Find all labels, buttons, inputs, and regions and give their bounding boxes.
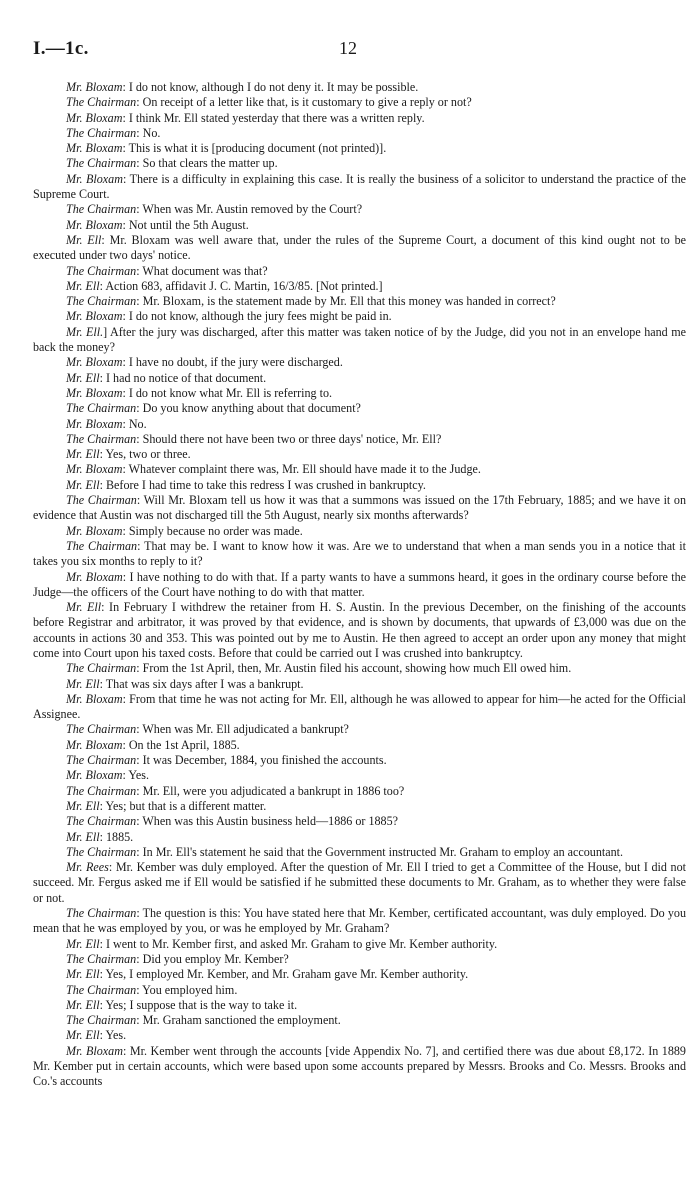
speaker-separator: :	[122, 385, 129, 400]
speaker-name: The Chairman	[66, 753, 137, 768]
transcript-paragraph	[33, 309, 686, 324]
utterance-text: Do you know anything about that document?	[142, 401, 361, 416]
speaker-separator: :	[122, 171, 130, 186]
speaker-separator: :	[99, 676, 106, 691]
transcript-paragraph	[33, 1028, 686, 1043]
speaker-separator: :	[99, 829, 106, 844]
speaker-name: Mr. Ell	[66, 1028, 100, 1043]
speaker-separator: :	[136, 814, 143, 829]
utterance-text: Mr. Bloxam, is the statement made by Mr. Ell that this money was handed in correct?	[142, 294, 556, 309]
utterance-text: No.	[142, 125, 161, 140]
utterance-text: From that time he was not acting for Mr. Ell, although he was allowed to appear for him—he acted for the Official Assignee.	[33, 691, 686, 722]
speaker-separator: :	[136, 722, 143, 737]
utterance-text: On the 1st April, 1885.	[128, 737, 240, 752]
utterance-text: No.	[128, 416, 147, 431]
speaker-name: Mr. Ell	[66, 477, 100, 492]
speaker-name: The Chairman	[66, 95, 137, 110]
speaker-name: Mr. Bloxam	[66, 385, 123, 400]
transcript-paragraph	[33, 141, 686, 156]
transcript-paragraph	[33, 661, 686, 676]
speaker-name: Mr. Ell	[66, 997, 100, 1012]
utterance-text: Mr. Bloxam was well aware that, under the rules of the Supreme Court, a document of this kind ought not to be executed under two days' notice.	[33, 232, 687, 263]
transcript-paragraph	[33, 906, 686, 937]
speaker-separator: :	[136, 951, 143, 966]
speaker-separator: :	[136, 493, 144, 508]
transcript-paragraph	[33, 539, 686, 570]
speaker-separator: ]	[103, 324, 110, 339]
transcript-paragraph	[33, 952, 686, 967]
speaker-separator: :	[99, 370, 106, 385]
speaker-separator: :	[136, 982, 143, 997]
utterance-text: This is what it is [producing document (not printed)].	[128, 141, 387, 156]
speaker-name: The Chairman	[66, 202, 137, 217]
transcript-paragraph	[33, 80, 686, 95]
speaker-separator: :	[136, 1013, 143, 1028]
speaker-name: Mr. Ell	[66, 798, 100, 813]
utterance-text: I do not know, although I do not deny it. It may be possible.	[128, 80, 419, 94]
speaker-name: The Chairman	[66, 951, 137, 966]
speaker-name: The Chairman	[66, 722, 137, 737]
speaker-separator: :	[122, 462, 129, 477]
transcript-paragraph	[33, 738, 686, 753]
speaker-separator: :	[101, 600, 110, 615]
speaker-name: Mr. Ell.	[66, 324, 104, 339]
transcript-paragraph	[33, 722, 686, 737]
utterance-text: Did you employ Mr. Kember?	[142, 951, 289, 966]
transcript-paragraph	[33, 967, 686, 982]
utterance-text: I went to Mr. Kember first, and asked Mr. Graham to give Mr. Kember authority.	[105, 936, 498, 951]
transcript-paragraph	[33, 462, 686, 477]
transcript-paragraph	[33, 386, 686, 401]
speaker-name: Mr. Bloxam	[66, 1043, 123, 1058]
transcript-paragraph	[33, 845, 686, 860]
speaker-name: The Chairman	[66, 783, 137, 798]
speaker-name: The Chairman	[66, 814, 137, 829]
speaker-name: The Chairman	[66, 294, 137, 309]
transcript-paragraph	[33, 1044, 686, 1090]
speaker-separator: :	[122, 141, 129, 156]
speaker-name: The Chairman	[66, 401, 137, 416]
speaker-name: Mr. Bloxam	[66, 768, 123, 783]
speaker-name: The Chairman	[66, 156, 137, 171]
speaker-separator: :	[122, 217, 129, 232]
utterance-text: It was December, 1884, you finished the accounts.	[142, 753, 387, 768]
speaker-name: Mr. Rees	[66, 860, 109, 875]
speaker-separator: :	[136, 844, 143, 859]
utterance-text: Not until the 5th August.	[128, 217, 249, 232]
speaker-name: Mr. Bloxam	[66, 171, 123, 186]
speaker-separator: :	[136, 401, 143, 416]
utterance-text: You employed him.	[142, 982, 238, 997]
speaker-separator: :	[122, 737, 129, 752]
utterance-text: Should there not have been two or three days' notice, Mr. Ell?	[142, 431, 442, 446]
speaker-separator: :	[136, 431, 143, 446]
transcript-paragraph	[33, 325, 686, 356]
utterance-text: Yes.	[128, 768, 149, 783]
speaker-name: The Chairman	[66, 125, 137, 140]
speaker-name: Mr. Ell	[66, 600, 102, 615]
transcript-paragraph	[33, 218, 686, 233]
speaker-name: Mr. Ell	[66, 232, 102, 247]
transcript-paragraph	[33, 860, 686, 906]
page-number: 12	[339, 38, 357, 58]
utterance-text: Simply because no order was made.	[128, 523, 303, 538]
utterance-text: Yes; but that is a different matter.	[105, 798, 267, 813]
speaker-separator: :	[99, 477, 106, 492]
speaker-separator: :	[136, 661, 143, 676]
transcript-paragraph	[33, 294, 686, 309]
speaker-separator: :	[122, 569, 130, 584]
utterance-text: When was this Austin business held—1886 or 1885?	[142, 814, 399, 829]
speaker-separator: :	[99, 447, 106, 462]
transcript-paragraph	[33, 172, 686, 203]
transcript-paragraph	[33, 264, 686, 279]
speaker-name: The Chairman	[66, 493, 137, 508]
speaker-separator: :	[101, 232, 110, 247]
speaker-separator: :	[136, 156, 143, 171]
speaker-separator: :	[108, 860, 116, 875]
speaker-separator: :	[122, 309, 129, 324]
speaker-name: Mr. Bloxam	[66, 462, 123, 477]
transcript-paragraph	[33, 417, 686, 432]
utterance-text: I have no doubt, if the jury were discharged.	[128, 355, 343, 370]
transcript-paragraph	[33, 937, 686, 952]
utterance-text: After the jury was discharged, after this matter was taken notice of by the Judge, did you not in an envelope hand me back the money?	[33, 324, 686, 355]
speaker-name: Mr. Bloxam	[66, 691, 123, 706]
speaker-separator: :	[136, 263, 143, 278]
utterance-text: 1885.	[105, 829, 134, 844]
transcript-paragraph	[33, 156, 686, 171]
speaker-separator: :	[136, 294, 143, 309]
speaker-name: Mr. Bloxam	[66, 80, 123, 94]
transcript-paragraph	[33, 95, 686, 110]
utterance-text: The question is this: You have stated here that Mr. Kember, certificated accountant, was duly employed. Do you mean that he was employed by you, or was he employed by Mr. Graham?	[33, 906, 686, 936]
transcript-paragraph	[33, 677, 686, 692]
utterance-text: Mr. Graham sanctioned the employment.	[142, 1013, 341, 1028]
speaker-separator: :	[122, 523, 129, 538]
utterance-text: In Mr. Ell's statement he said that the Government instructed Mr. Graham to employ an accountant.	[142, 844, 624, 859]
transcript-paragraph	[33, 447, 686, 462]
transcript-paragraph	[33, 799, 686, 814]
speaker-separator: :	[122, 691, 130, 706]
transcript-paragraph	[33, 432, 686, 447]
utterance-text: I do not know, although the jury fees might be paid in.	[128, 309, 392, 324]
utterance-text: Will Mr. Bloxam tell us how it was that a summons was issued on the 17th February, 1885; and we have it on evidence that Austin was not discharged till the 5th August, nearly six months afterwards?	[33, 493, 686, 523]
transcript-paragraph	[33, 524, 686, 539]
speaker-separator: :	[99, 278, 106, 293]
speaker-separator: :	[99, 967, 106, 982]
utterance-text: Mr. Kember went through the accounts [vide Appendix No. 7], and certified there was due about £8,172. In 1889 Mr. Kember put in certain accounts, which were based upon some accounts prepared by Messrs. Brooks and Co. Messrs. Brooks and Co.'s accounts	[33, 1043, 686, 1089]
speaker-name: The Chairman	[66, 661, 137, 676]
speaker-separator: :	[122, 80, 129, 94]
speaker-separator: :	[136, 783, 143, 798]
speaker-name: The Chairman	[66, 1013, 137, 1028]
transcript-paragraph	[33, 830, 686, 845]
utterance-text: Whatever complaint there was, Mr. Ell should have made it to the Judge.	[128, 462, 481, 477]
transcript-paragraph	[33, 570, 686, 601]
utterance-text: Yes, I employed Mr. Kember, and Mr. Graham gave Mr. Kember authority.	[105, 967, 469, 982]
speaker-separator: :	[99, 936, 106, 951]
speaker-name: The Chairman	[66, 431, 137, 446]
transcript-paragraph	[33, 768, 686, 783]
utterance-text: So that clears the matter up.	[142, 156, 278, 171]
utterance-text: In February I withdrew the retainer from H. S. Austin. In the previous December, on the finishing of the accounts before Registrar and arbitrator, it was proved by that evidence, and is shown by documents, that upwards of £3,000 was due on the accounts in actions 30 and 353. This was pointed out by me to Austin. He then agreed to accept an order upon any money that might come into Court upon his taxed costs. Before that could be carried out I was crushed into bankruptcy.	[33, 600, 686, 660]
speaker-name: Mr. Bloxam	[66, 355, 123, 370]
speaker-separator: :	[122, 416, 129, 431]
transcript-paragraph	[33, 371, 686, 386]
speaker-separator: :	[136, 753, 143, 768]
speaker-name: Mr. Bloxam	[66, 416, 123, 431]
transcript-paragraph	[33, 279, 686, 294]
utterance-text: That was six days after I was a bankrupt.	[105, 676, 304, 691]
speaker-name: Mr. Bloxam	[66, 110, 123, 125]
speaker-name: Mr. Bloxam	[66, 523, 123, 538]
speaker-name: Mr. Ell	[66, 936, 100, 951]
transcript-paragraph	[33, 983, 686, 998]
utterance-text: When was Mr. Ell adjudicated a bankrupt?	[142, 722, 349, 737]
speaker-name: The Chairman	[66, 263, 137, 278]
transcript-paragraph	[33, 493, 686, 524]
utterance-text: Mr. Kember was duly employed. After the question of Mr. Ell I tried to get a Committee of the House, but I did not succeed. Mr. Fergus asked me if Ell would be satisfied if he submitted these documents to Mr. Graham, as to whether they were false or not.	[33, 860, 686, 905]
speaker-separator: :	[99, 798, 106, 813]
utterance-text: Action 683, affidavit J. C. Martin, 16/3/85. [Not printed.]	[105, 278, 383, 293]
speaker-separator: :	[122, 110, 129, 125]
utterance-text: When was Mr. Austin removed by the Court?	[142, 202, 363, 217]
transcript-paragraph	[33, 401, 686, 416]
speaker-separator: :	[122, 768, 129, 783]
transcript-paragraph	[33, 784, 686, 799]
speaker-separator: :	[137, 538, 145, 553]
speaker-name: Mr. Ell	[66, 370, 100, 385]
speaker-separator: :	[136, 125, 143, 140]
transcript-paragraph	[33, 998, 686, 1013]
speaker-name: The Chairman	[66, 844, 137, 859]
transcript-paragraph	[33, 355, 686, 370]
utterance-text: That may be. I want to know how it was. Are we to understand that when a man sends you in a notice that it takes you six months to reply to it?	[33, 538, 686, 569]
speaker-name: Mr. Ell	[66, 676, 100, 691]
speaker-name: Mr. Ell	[66, 829, 100, 844]
utterance-text: Before I had time to take this redress I was crushed in bankruptcy.	[105, 477, 426, 492]
transcript-paragraph	[33, 814, 686, 829]
speaker-name: Mr. Bloxam	[66, 309, 123, 324]
speaker-name: Mr. Bloxam	[66, 737, 123, 752]
speaker-separator: :	[122, 1043, 130, 1058]
transcript-paragraph	[33, 126, 686, 141]
speaker-name: Mr. Ell	[66, 447, 100, 462]
utterance-text: Yes, two or three.	[105, 447, 191, 462]
utterance-text: Mr. Ell, were you adjudicated a bankrupt in 1886 too?	[142, 783, 405, 798]
utterance-text: On receipt of a letter like that, is it customary to give a reply or not?	[142, 95, 472, 110]
transcript-paragraph	[33, 233, 686, 264]
transcript-body	[33, 80, 686, 1090]
transcript-paragraph	[33, 1013, 686, 1028]
speaker-separator: :	[136, 95, 143, 110]
utterance-text: From the 1st April, then, Mr. Austin filed his account, showing how much Ell owed him.	[142, 661, 572, 676]
speaker-name: Mr. Bloxam	[66, 217, 123, 232]
utterance-text: I think Mr. Ell stated yesterday that there was a written reply.	[128, 110, 425, 125]
report-reference: I.—1c.	[33, 38, 89, 59]
transcript-paragraph	[33, 478, 686, 493]
transcript-paragraph	[33, 753, 686, 768]
speaker-name: Mr. Ell	[66, 278, 100, 293]
transcript-paragraph	[33, 692, 686, 723]
utterance-text: I do not know what Mr. Ell is referring to.	[128, 385, 333, 400]
utterance-text: I have nothing to do with that. If a party wants to have a summons heard, it goes in the ordinary course before the Judge—the officers of the Court have nothing to do with that matter.	[33, 569, 687, 599]
speaker-name: Mr. Bloxam	[66, 141, 123, 156]
utterance-text: I had no notice of that document.	[105, 370, 267, 385]
speaker-separator: :	[136, 906, 143, 921]
speaker-name: Mr. Ell	[66, 967, 100, 982]
utterance-text: Yes; I suppose that is the way to take it.	[105, 997, 298, 1012]
transcript-paragraph	[33, 202, 686, 217]
utterance-text: What document was that?	[142, 263, 268, 278]
speaker-name: Mr. Bloxam	[66, 569, 123, 584]
transcript-paragraph	[33, 600, 686, 661]
utterance-text: There is a difficulty in explaining this case. It is really the business of a solicitor to understand the practice of the Supreme Court.	[33, 171, 686, 202]
utterance-text: Yes.	[105, 1028, 127, 1043]
speaker-name: The Chairman	[66, 982, 137, 997]
speaker-separator: :	[122, 355, 129, 370]
speaker-separator: :	[99, 997, 106, 1012]
speaker-separator: :	[99, 1028, 106, 1043]
speaker-name: The Chairman	[66, 906, 137, 921]
speaker-separator: :	[136, 202, 143, 217]
transcript-paragraph	[33, 111, 686, 126]
speaker-name: The Chairman	[66, 538, 138, 553]
